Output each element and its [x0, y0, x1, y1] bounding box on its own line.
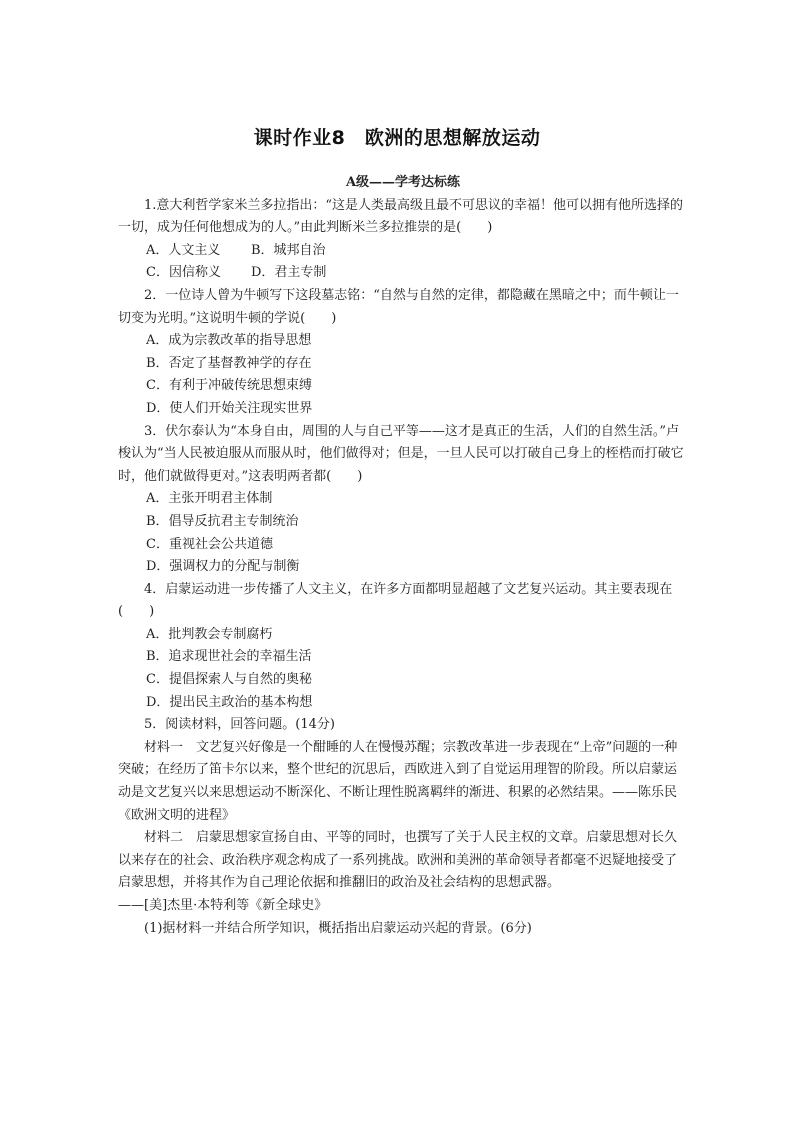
material-one: 材料一 文艺复兴好像是一个酣睡的人在慢慢苏醒；宗教改革进一步表现在“上帝”问题的一种突破；在经历了笛卡尔以来，整个世纪的沉思后，西欧进入到了自觉运用理智的阶段。所以启蒙运动是文艺复兴以来思想运动不断深化、不断让理性脱离羁绊的渐进、积累的必然结果。——陈乐民《欧洲文明的进程》	[118, 739, 678, 823]
option-b: B．倡导反抗君主专制统治	[146, 513, 299, 529]
option-d: D．君主专制	[251, 265, 327, 281]
option-a: A．批判教会专制腐朽	[146, 626, 273, 642]
section-heading: A级——学考达标练	[345, 175, 461, 190]
option-c: C．因信称义	[146, 265, 221, 281]
question-stem: 2．一位诗人曾为牛顿写下这段墓志铭：“自然与自然的定律，都隐藏在黑暗之中；而牛顿让一切变为光明。”这说明牛顿的学说( )	[118, 287, 679, 326]
question-3	[118, 421, 688, 579]
option-d: D．强调权力的分配与制衡	[146, 559, 300, 575]
option-c: C．有利于冲破传统思想束缚	[146, 378, 312, 394]
question-2	[118, 285, 688, 421]
option-b: B．城邦自治	[251, 242, 326, 258]
question-5	[118, 714, 688, 940]
option-b: B．追求现世社会的幸福生活	[146, 649, 312, 665]
option-a: A．人文主义	[146, 242, 221, 258]
material-two: 材料二 启蒙思想家宣扬自由、平等的同时，也撰写了关于人民主权的文章。启蒙思想对长久以来存在的社会、政治秩序观念构成了一系列挑战。欧洲和美洲的革命领导者都毫不迟疑地接受了启蒙思想，并将其作为自己理论依据和推翻旧的政治及社会结构的思想武器。	[118, 830, 678, 891]
worksheet-body	[118, 172, 688, 940]
question-stem: 1.意大利哲学家米兰多拉指出：“这是人类最高级且最不可思议的幸福！他可以拥有他所选择的一切，成为任何他想成为的人。”由此判断米兰多拉推崇的是( )	[118, 197, 684, 236]
option-d: D．使人们开始关注现实世界	[146, 400, 313, 416]
question-stem: 3．伏尔泰认为“本身自由，周围的人与自己平等——这才是真正的生活，人们的自然生活。”卢梭认为“当人民被迫服从而服从时，他们做得对；但是，一旦人民可以打破自己身上的桎梏而打破它时，他们就做得更对。”这表明两者都( )	[118, 423, 684, 484]
question-1	[118, 195, 688, 285]
option-c: C．提倡探索人与自然的奥秘	[146, 672, 312, 688]
option-row	[118, 262, 688, 285]
option-a: A．成为宗教改革的指导思想	[146, 333, 312, 349]
page-title: 课时作业8 欧洲的思想解放运动	[253, 127, 541, 149]
option-c: C．重视社会公共道德	[146, 536, 273, 552]
question-4	[118, 579, 688, 715]
question-stem: 5．阅读材料，回答问题。(14分)	[144, 717, 335, 733]
option-b: B．否定了基督教神学的存在	[146, 355, 312, 371]
question-stem: 4．启蒙运动进一步传播了人文主义，在许多方面都明显超越了文艺复兴运动。其主要表现在( )	[118, 581, 673, 620]
material-two-source: ——[美]杰里·本特利等《新全球史》	[118, 898, 328, 913]
option-d: D．提出民主政治的基本构想	[146, 694, 313, 710]
option-row	[118, 240, 688, 263]
option-a: A．主张开明君主体制	[146, 491, 273, 507]
sub-question-1: (1)据材料一并结合所学知识，概括指出启蒙运动兴起的背景。(6分)	[144, 920, 532, 936]
